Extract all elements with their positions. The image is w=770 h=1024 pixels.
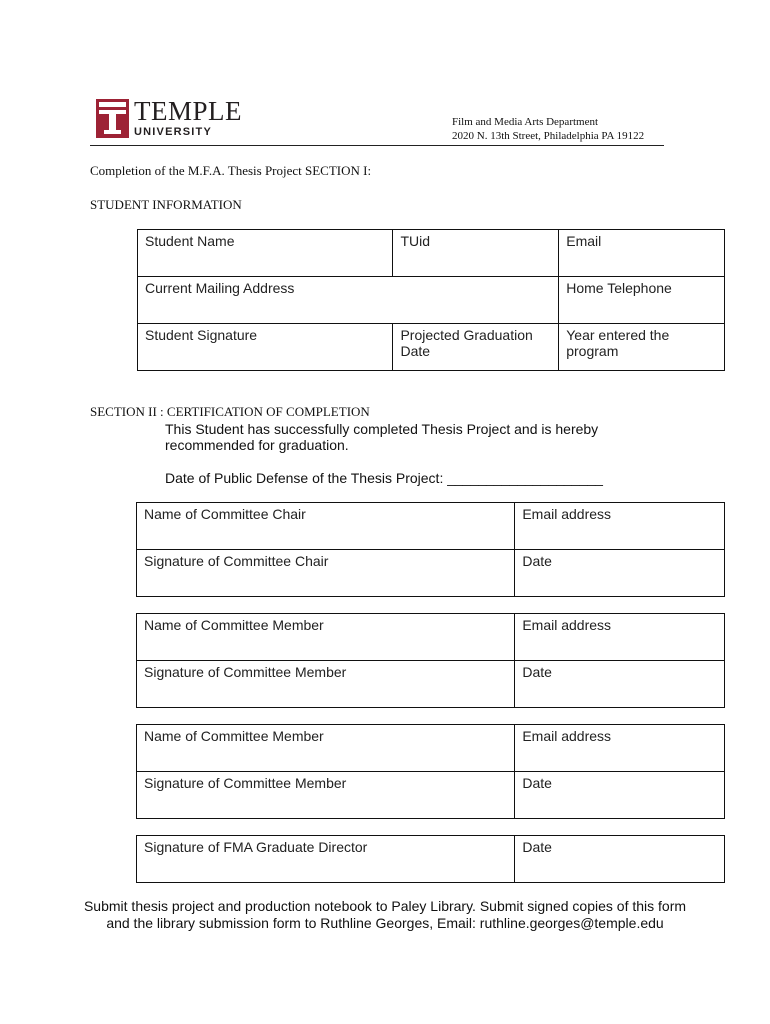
home-telephone-field[interactable]: Home Telephone: [559, 277, 725, 324]
member1-signature-field[interactable]: Signature of Committee Member: [137, 661, 515, 708]
email-field[interactable]: Email: [559, 230, 725, 277]
chair-signature-field[interactable]: Signature of Committee Chair: [137, 550, 515, 597]
mailing-address-field[interactable]: Current Mailing Address: [138, 277, 559, 324]
student-info-heading: STUDENT INFORMATION: [90, 197, 242, 212]
member2-email-field[interactable]: Email address: [515, 725, 725, 772]
temple-logo: [96, 96, 242, 139]
logo-subtitle: UNIVERSITY: [134, 126, 213, 138]
student-signature-field[interactable]: Student Signature: [138, 324, 393, 371]
department-name: Film and Media Arts Department: [452, 116, 599, 128]
form-title: Completion of the M.F.A. Thesis Project SECTION I:: [90, 163, 372, 178]
graduation-date-field[interactable]: Projected Graduation Date: [393, 324, 559, 371]
member2-name-field[interactable]: Name of Committee Member: [137, 725, 515, 772]
member1-date-field[interactable]: Date: [515, 661, 725, 708]
graduate-director-table: [136, 835, 725, 883]
member1-email-field[interactable]: Email address: [515, 614, 725, 661]
member2-date-field[interactable]: Date: [515, 772, 725, 819]
logo-wordmark: TEMPLE: [134, 96, 242, 126]
certification-statement: This Student has successfully completed Thesis Project and is hereby recommended for graduation.: [165, 421, 599, 453]
director-date-field[interactable]: Date: [515, 836, 725, 883]
chair-name-field[interactable]: Name of Committee Chair: [137, 503, 515, 550]
year-entered-field[interactable]: Year entered the program: [559, 324, 725, 371]
chair-email-field[interactable]: Email address: [515, 503, 725, 550]
department-street: 2020 N. 13th Street, Philadelphia PA 19122: [452, 130, 645, 142]
member1-name-field[interactable]: Name of Committee Member: [137, 614, 515, 661]
committee-member-table-2: [136, 724, 725, 819]
department-address: [452, 115, 644, 143]
director-signature-field[interactable]: Signature of FMA Graduate Director: [137, 836, 515, 883]
certification-heading: SECTION II : CERTIFICATION OF COMPLETION: [90, 404, 370, 419]
temple-t-icon: [96, 99, 129, 138]
tuid-field[interactable]: TUid: [393, 230, 559, 277]
header-divider: [90, 145, 664, 146]
member2-signature-field[interactable]: Signature of Committee Member: [137, 772, 515, 819]
submission-instructions: Submit thesis project and production notebook to Paley Library. Submit signed copies of this form and the library submission form to Ruthline Georges, Email: ruthline.georges@temple.edu: [83, 898, 687, 931]
student-name-field[interactable]: Student Name: [138, 230, 393, 277]
student-info-table: [137, 229, 725, 371]
committee-member-table-1: [136, 613, 725, 708]
committee-chair-table: [136, 502, 725, 597]
public-defense-date-line[interactable]: Date of Public Defense of the Thesis Project: ____________________: [165, 470, 603, 486]
chair-date-field[interactable]: Date: [515, 550, 725, 597]
